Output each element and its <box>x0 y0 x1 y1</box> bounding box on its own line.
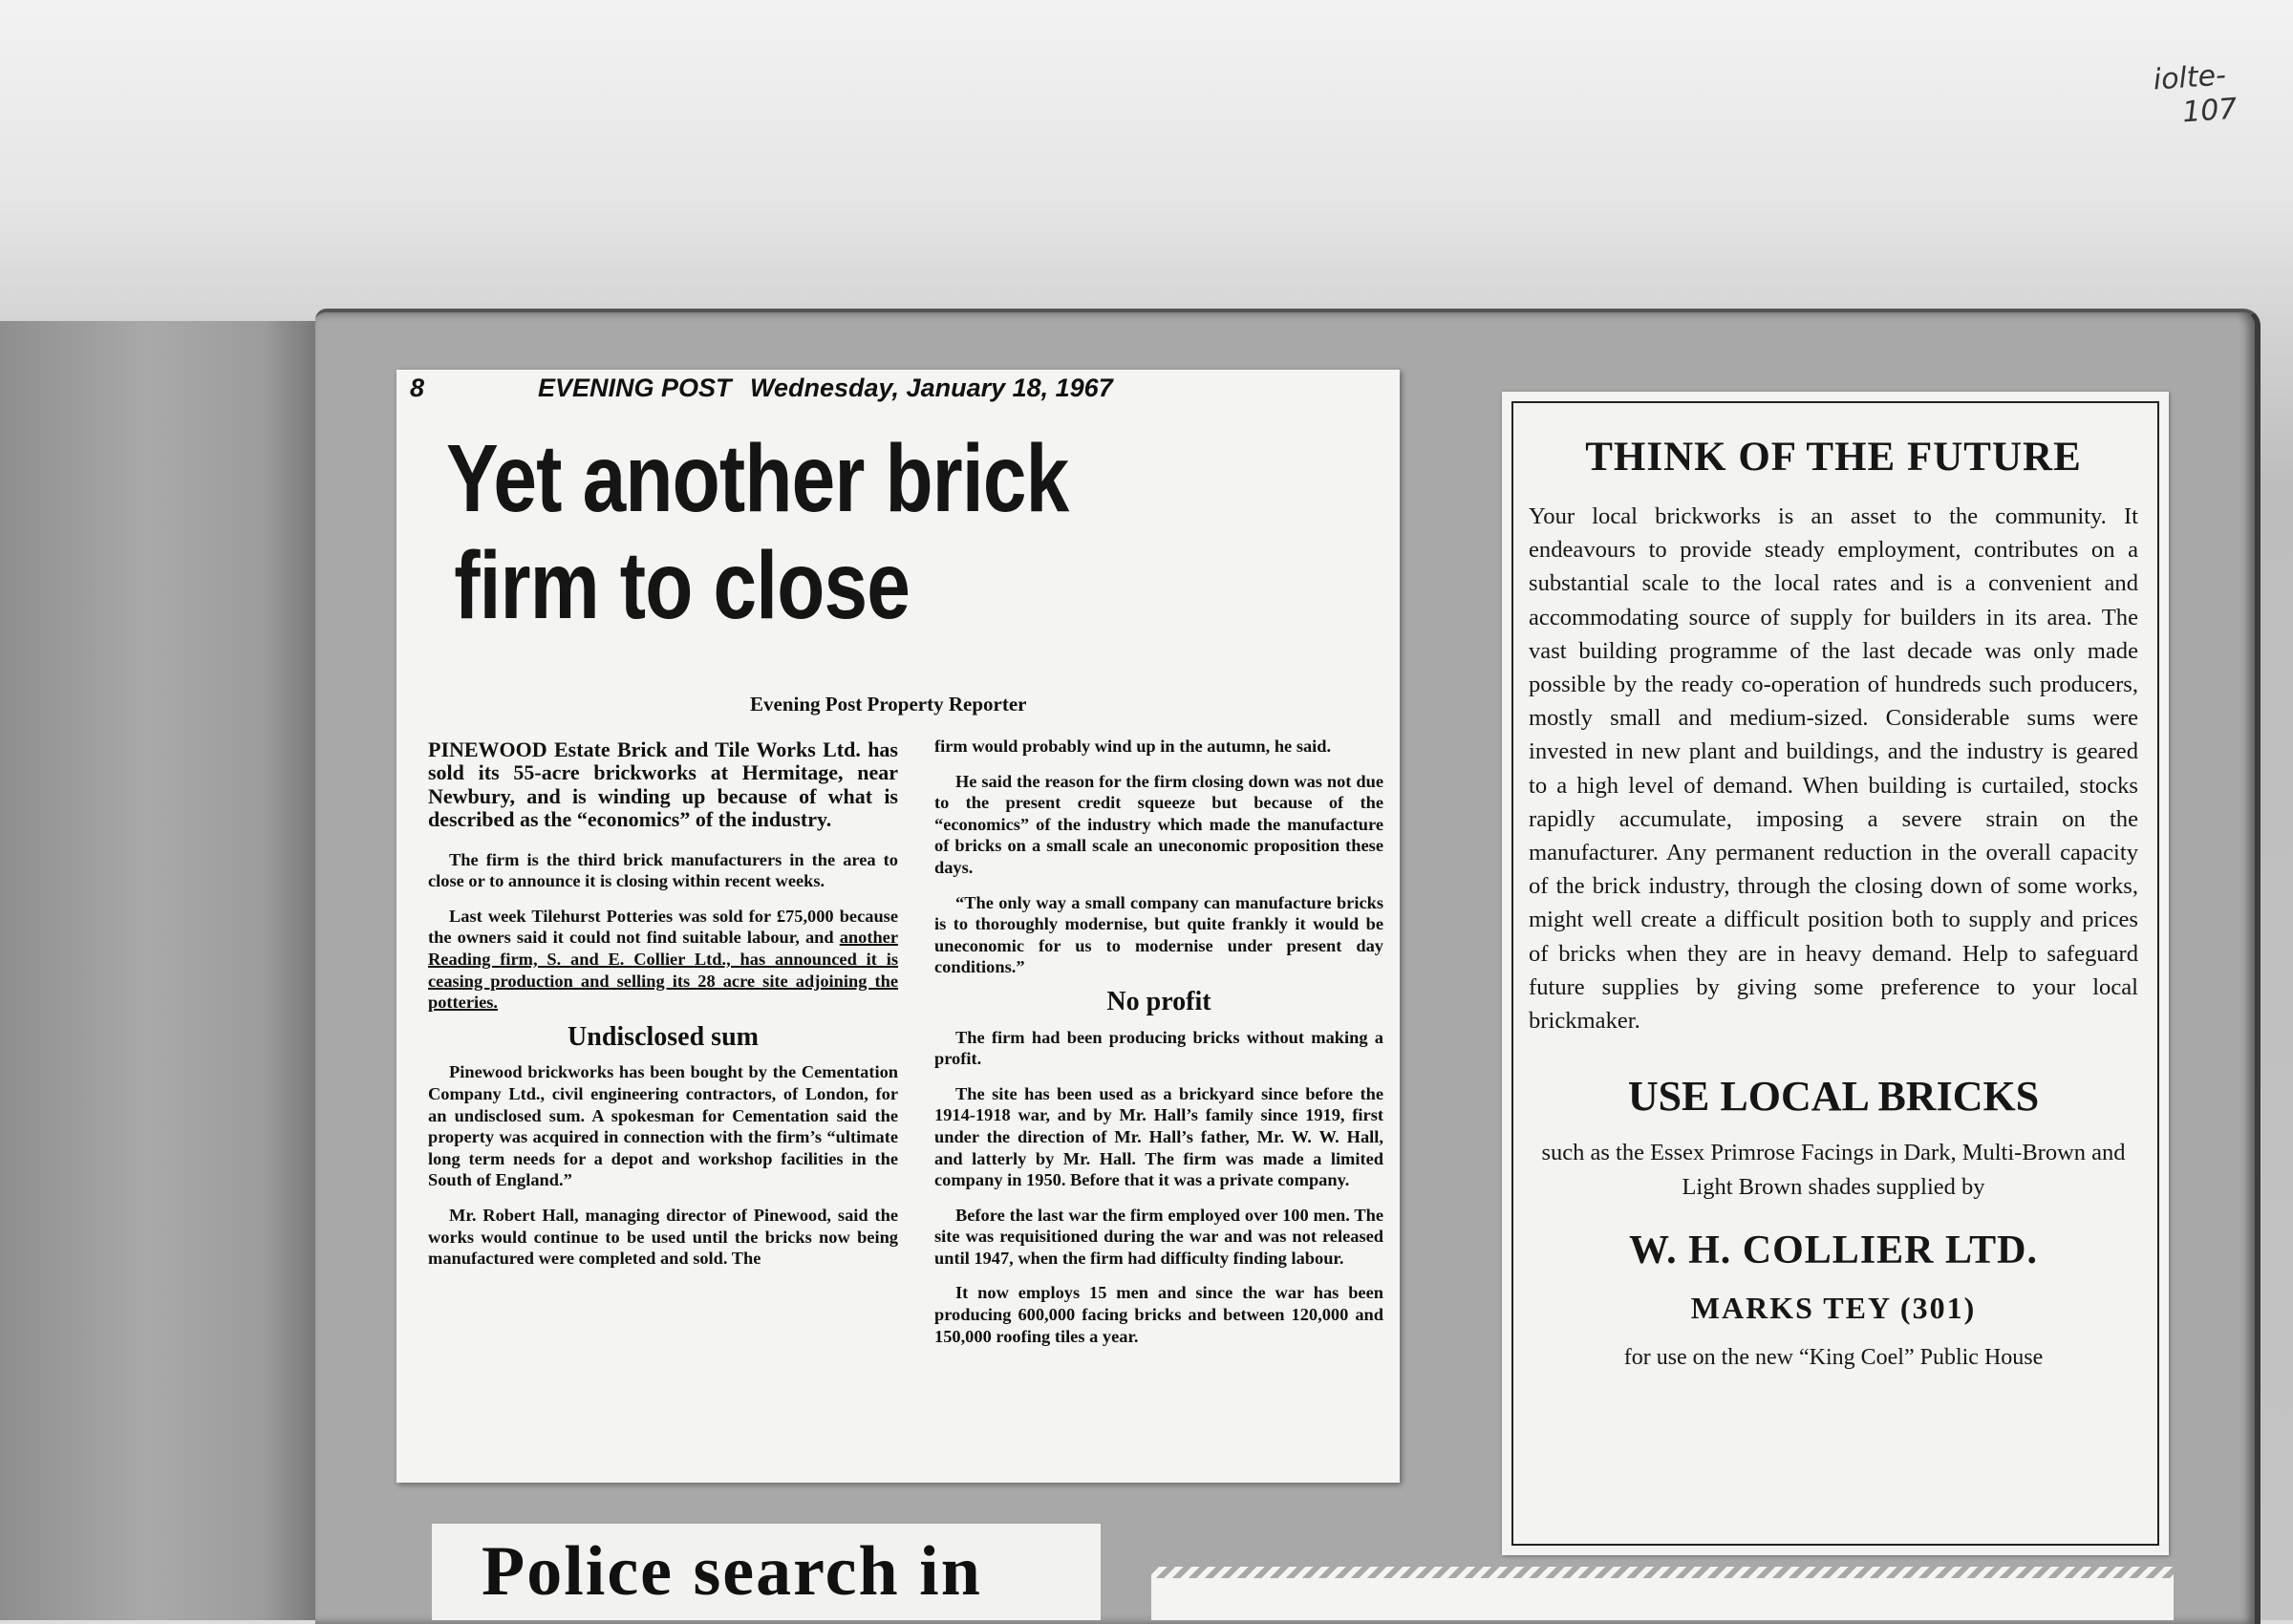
ad-title: THINK OF THE FUTURE <box>1585 435 2082 480</box>
newspaper-clipping <box>396 370 1400 1483</box>
page-number: 8 <box>410 374 425 402</box>
ad-body: Your local brickworks is an asset to the community. It endeavours to provide steady employment, contributes on a substantial scale to the local rates and is a convenient and accommodating source of supply for builders in its area. The vast building programme of the last decade was only made possible by the ready co-operation of hundreds such producers, mostly small and medium-sized. Considerable sums were invested in new plant and buildings, and the industry is geared to a high level of demand. When building is curtailed, stocks rapidly accumulate, imposing a severe strain on the manufacturer. Any permanent reduction in the overall capacity of the brick industry, through the closing down of some works, might well create a difficult position both to supply and prices of bricks when they are in heavy demand. Help to safeguard future supplies by giving some preference to your local brickmaker. <box>1529 503 2138 1035</box>
paper-name: EVENING POST <box>538 374 732 402</box>
paragraph: firm would probably wind up in the autumn, he said. <box>934 737 1332 756</box>
second-clipping-headline: Police search in <box>482 1532 982 1611</box>
headline-line: firm to close <box>454 532 911 639</box>
ad-use-text: for use on the new “King Coel” Public House <box>1623 1345 2044 1371</box>
ad-shades-text: such as the Essex Primrose Facings in Dark, Multi-Brown and Light Brown shades supplied by <box>1541 1140 2126 1201</box>
handwritten-note <box>2153 55 2282 133</box>
headline-line: Yet another brick <box>446 425 1069 532</box>
subheading: Undisclosed sum <box>568 1021 759 1052</box>
article-column-left <box>428 738 898 1283</box>
handwritten-line: iolte- <box>2152 58 2227 97</box>
paragraph: “The only way a small company can manufacture bricks is to thoroughly modernise, but quite frankly it would be uneconomic for us to modernise under present day conditions.” <box>934 892 1383 977</box>
headline <box>446 425 1190 639</box>
ad-company: W. H. COLLIER LTD. <box>1628 1229 2039 1273</box>
lede-paragraph: PINEWOOD Estate Brick and Tile Works Ltd. has sold its 55-acre brickworks at Hermitage, near Newbury, and is winding up because of what is described as the “economics” of the industry. <box>428 737 898 832</box>
masthead <box>410 374 1365 406</box>
album-binding <box>0 321 330 1620</box>
ad-slogan: USE LOCAL BRICKS <box>1627 1073 2040 1121</box>
paragraph <box>428 906 898 1014</box>
paragraph: The firm is the third brick manufacturers in the area to close or to announce it is closing within recent weeks. <box>428 849 898 891</box>
paragraph: It now employs 15 men and since the war has been producing 600,000 facing bricks and between 120,000 and 150,000 roofing tiles a year. <box>934 1283 1383 1346</box>
paragraph: Mr. Robert Hall, managing director of Pinewood, said the works would continue to be used until the bricks now being manufactured were completed and sold. The <box>428 1205 898 1269</box>
subheading: No profit <box>1106 986 1211 1016</box>
underlined-text: another Reading firm, S. and E. Collier Ltd., has announced it is ceasing production and selling its 28 acre site adjoining the potteries. <box>428 928 898 1013</box>
pinked-paper-edge <box>1151 1578 2174 1620</box>
byline: Evening Post Property Reporter <box>750 693 1027 716</box>
paragraph-text: Last week Tilehurst Potteries was sold for £75,000 because the owners said it could not find suitable labour, and <box>428 906 898 948</box>
paragraph: The site has been used as a brickyard since before the 1914-1918 war, and by Mr. Hall’s family since 1919, first under the direction of Mr. Hall’s father, Mr. W. W. Hall, and latterly by Mr. Hall. The firm was made a limited company in 1950. Before that it was a private company. <box>934 1083 1383 1190</box>
paragraph: Before the last war the firm employed over 100 men. The site was requisitioned during the war and was not released until 1947, when the firm had difficulty finding labour. <box>934 1205 1383 1268</box>
paragraph: He said the reason for the firm closing down was not due to the present credit squeeze but because of the “economics” of the industry which made the manufacture of bricks on a small scale an uneconomic proposition these days. <box>934 771 1383 877</box>
advertisement <box>1502 392 2169 1555</box>
paragraph: The firm had been producing bricks without making a profit. <box>934 1027 1383 1069</box>
ad-content <box>1521 434 2146 1371</box>
paragraph: Pinewood brickworks has been bought by the Cementation Company Ltd., civil engineering contractors, of London, for an undisclosed sum. A spokesman for Cementation said the property was acquired in connection with the firm’s “ultimate long term needs for a depot and workshop facilities in the South of England.” <box>428 1062 898 1190</box>
issue-date: Wednesday, January 18, 1967 <box>750 374 1113 402</box>
article-column-right <box>934 736 1383 1360</box>
second-clipping <box>432 1524 1101 1620</box>
ad-phone: MARKS TEY (301) <box>1690 1291 1977 1326</box>
handwritten-line: 107 <box>2181 92 2239 130</box>
